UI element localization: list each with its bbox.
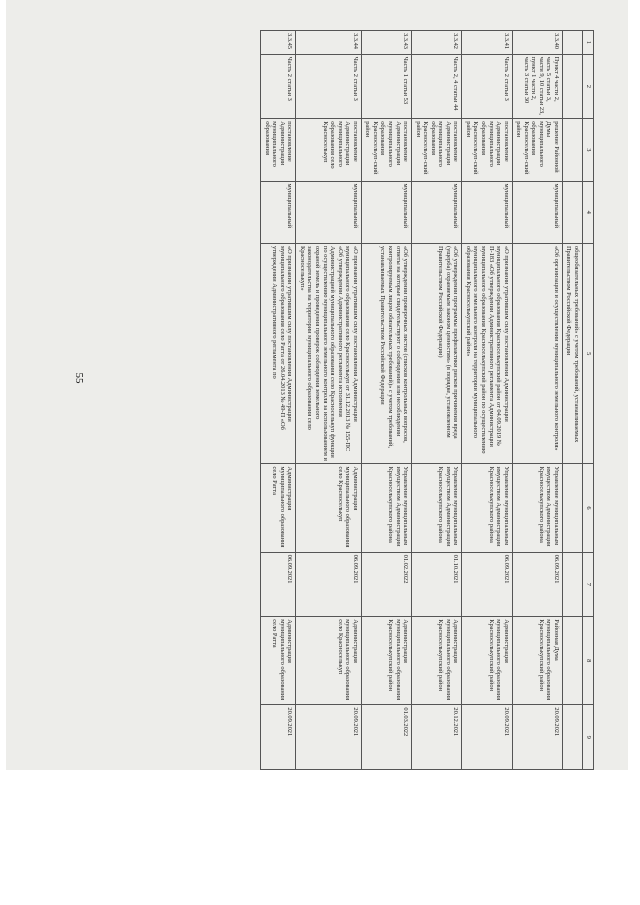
table-row bbox=[512, 31, 562, 770]
approval-date-cell: 20.09.2021 bbox=[261, 705, 296, 770]
regulation-table bbox=[260, 30, 594, 770]
document-type-cell: постановление Администрации муниципального образования Красносельуп-ский район bbox=[462, 119, 512, 181]
legal-basis-cell: Часть 2 статьи 3 bbox=[462, 54, 512, 119]
approver-cell: Администрация муниципального образования Красноселькупский район bbox=[361, 617, 411, 705]
development-date-cell: 01.10.2021 bbox=[412, 552, 462, 617]
document-type-cell: решение Районной Думы муниципального образования Красносельуп-ский район bbox=[512, 119, 562, 181]
developer-cell: Управление муниципальным имуществом Администрации Красноселькупского района bbox=[361, 464, 411, 552]
page-number: 55 bbox=[73, 372, 85, 384]
document-content-cell: «О признании утратившим силу постановления Администрации муниципального образования Красноселькупский район от 04.09.2019 № П-183 «Об утверждении Административного регламента Администрации муниципального образования Красноселькупский район по осуществлению муниципального земельного контроля на территории муниципального образования Красноселькупский район» bbox=[462, 243, 512, 464]
header-cell: 5 bbox=[583, 243, 594, 464]
approver-cell: Администрация муниципального образования село Красноселькуп bbox=[296, 617, 361, 705]
row-number-cell: 3.3.42 bbox=[412, 31, 462, 55]
legal-basis-cell: Часть 2, 4 статьи 44 bbox=[412, 54, 462, 119]
continuation-row bbox=[562, 31, 582, 770]
document-type-cell: постановление Администрации муниципального образования Красносельуп-ский район bbox=[361, 119, 411, 181]
row-number-cell: 3.3.43 bbox=[361, 31, 411, 55]
development-date-cell: 06.09.2021 bbox=[296, 552, 361, 617]
legal-basis-cell: Пункт 4 части 2, часть 5 статьи 3, части 9, 10 статьи 23, пункт 1 части 2, часть 3 статьи 30 bbox=[512, 54, 562, 119]
row-number-cell: 3.3.44 bbox=[296, 31, 361, 55]
approval-date-cell: 20.09.2021 bbox=[296, 705, 361, 770]
document-type-cell: постановление Администрации муниципального образования bbox=[261, 119, 296, 181]
table-row bbox=[412, 31, 462, 770]
document-content-cell: «О признании утратившим силу постановления Администрации муниципального образования село Красноселькуп от 31.12.2013 № 155-ПС «Об утверждении Административного регламента исполнения Администрацией муниципального образования село Красноселькуп функции по осуществлению муниципального земельного контроля за использованием и охраной земель и проведения проверок соблюдения земельного законодательства на территории муниципального образования село Красноселькуп» bbox=[296, 243, 361, 464]
header-cell: 6 bbox=[583, 464, 594, 552]
continuation-text: общеобязательных требований» с учетом требований, устанавливаемых Правительством Российской Федерации bbox=[562, 243, 582, 464]
document-type-cell: постановление Администрации муниципального образования село Красноселькуп bbox=[296, 119, 361, 181]
header-cell: 9 bbox=[583, 705, 594, 770]
header-cell: 4 bbox=[583, 181, 594, 243]
development-date-cell: 06.09.2021 bbox=[261, 552, 296, 617]
document-content-cell: «О признании утратившим силу постановления Администрации муниципального образования село Ратта от 26.04.2013 № 49-П «Об утверждении Административного регламента по bbox=[261, 243, 296, 464]
table-row bbox=[361, 31, 411, 770]
row-number-cell: 3.3.40 bbox=[512, 31, 562, 55]
legal-basis-cell: Часть 2 статьи 3 bbox=[261, 54, 296, 119]
level-cell: муниципальный bbox=[261, 181, 296, 243]
developer-cell: Управление муниципальным имуществом Администрации Красноселькупского района bbox=[462, 464, 512, 552]
approver-cell: Администрация муниципального образования Красноселькупский район bbox=[462, 617, 512, 705]
document-content-cell: «Об утверждении проверочных листов (списков контрольных вопросов, ответы на которые свидетельствуют о соблюдении или несоблюдении контролируемым лицом обязательных требований)» с учетом требований, устанавливаемых Правительством Российской Федерации bbox=[361, 243, 411, 464]
developer-cell: Управление муниципальным имуществом Администрации Красноселькупского района bbox=[412, 464, 462, 552]
header-row bbox=[583, 31, 594, 770]
document-type-cell: постановление Администрации муниципального образования Красносельуп-ский район bbox=[412, 119, 462, 181]
approver-cell: Администрация муниципального образования село Ратта bbox=[261, 617, 296, 705]
development-date-cell: 06.09.2021 bbox=[512, 552, 562, 617]
level-cell: муниципальный bbox=[361, 181, 411, 243]
legal-basis-cell: Часть 2 статьи 3 bbox=[296, 54, 361, 119]
scanned-page bbox=[6, 0, 628, 770]
developer-cell: Управление муниципальным имуществом Администрации Красноселькупского района bbox=[512, 464, 562, 552]
level-cell: муниципальный bbox=[412, 181, 462, 243]
developer-cell: Администрация муниципального образования село Ратта bbox=[261, 464, 296, 552]
table-row bbox=[296, 31, 361, 770]
approver-cell: Администрация муниципального образования Красноселькупский район bbox=[412, 617, 462, 705]
document-content-cell: «Об организации и осуществлении муниципального земельного контроля» bbox=[512, 243, 562, 464]
header-cell: 3 bbox=[583, 119, 594, 181]
development-date-cell: 01.02.2022 bbox=[361, 552, 411, 617]
legal-basis-cell: Часть 1 статьи 53 bbox=[361, 54, 411, 119]
document-content-cell: «Об утверждении программы профилактики рисков причинения вреда (ущерба) охраняемым законом ценностям» (в порядке, установленном Правительством Российской Федерации) bbox=[412, 243, 462, 464]
table-row bbox=[462, 31, 512, 770]
header-cell: 8 bbox=[583, 617, 594, 705]
table-orientation bbox=[114, 30, 594, 800]
approval-date-cell: 20.12.2021 bbox=[412, 705, 462, 770]
developer-cell: Администрация муниципального образования село Красноселькуп bbox=[296, 464, 361, 552]
header-cell: 1 bbox=[583, 31, 594, 55]
row-number-cell: 3.3.41 bbox=[462, 31, 512, 55]
approval-date-cell: 20.09.2021 bbox=[512, 705, 562, 770]
rotated-table-container bbox=[114, 30, 594, 800]
table-row bbox=[261, 31, 296, 770]
level-cell: муниципальный bbox=[512, 181, 562, 243]
level-cell: муниципальный bbox=[296, 181, 361, 243]
header-cell: 2 bbox=[583, 54, 594, 119]
approval-date-cell: 01.03.2022 bbox=[361, 705, 411, 770]
approver-cell: Районная Дума муниципального образования Красноселькупский район bbox=[512, 617, 562, 705]
development-date-cell: 06.09.2021 bbox=[462, 552, 512, 617]
approval-date-cell: 20.09.2021 bbox=[462, 705, 512, 770]
row-number-cell: 3.3.45 bbox=[261, 31, 296, 55]
level-cell: муниципальный bbox=[462, 181, 512, 243]
header-cell: 7 bbox=[583, 552, 594, 617]
